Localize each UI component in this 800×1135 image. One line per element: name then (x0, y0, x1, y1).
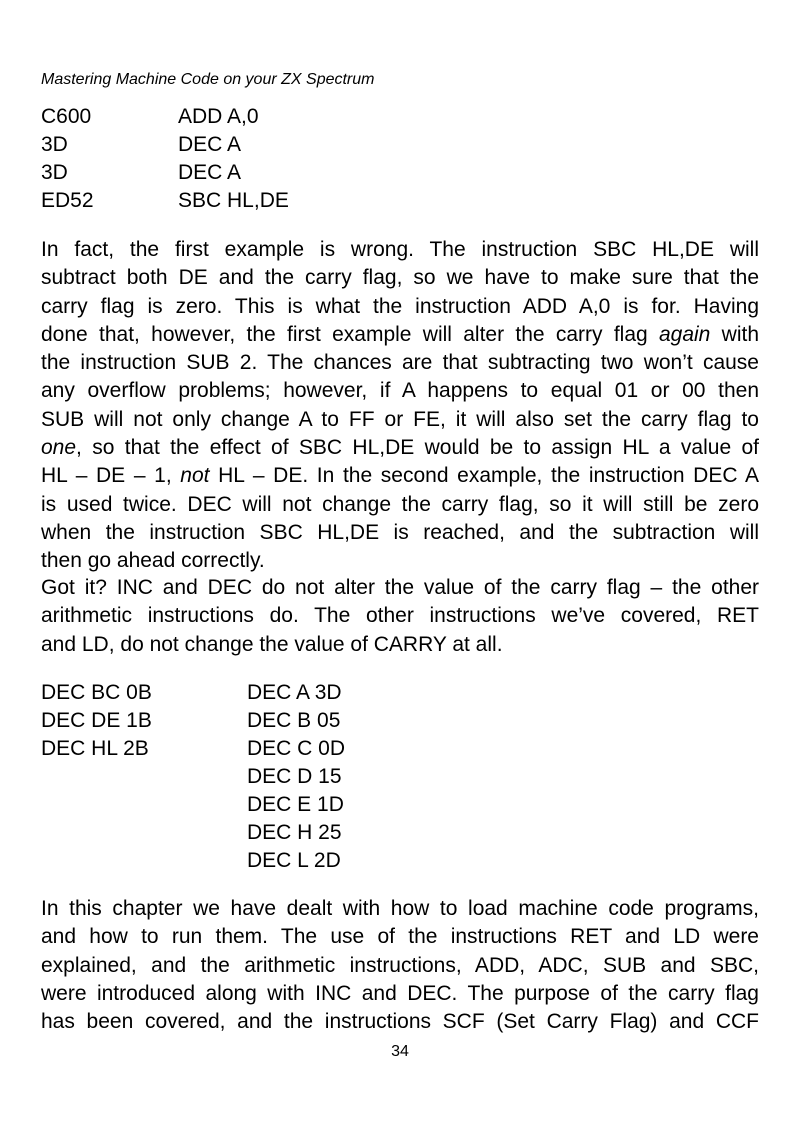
dec-table-row (41, 763, 345, 791)
code-instruction: DEC A (178, 133, 242, 156)
dec-pair-cell: DEC BC 0B (41, 681, 152, 704)
code-listing (41, 103, 289, 215)
text-line: and how to run them. The use of the instructions RET and LD were (41, 925, 759, 949)
text-line: carry flag is zero. This is what the instruction ADD A,0 is for. Having (41, 294, 759, 318)
text-line: and LD, do not change the value of CARRY at all. (41, 632, 503, 656)
text-run: HL – DE. In the second example, the instruction DEC A (209, 464, 759, 488)
dec-pair-cell (41, 847, 247, 875)
code-row (41, 159, 289, 187)
paragraph-inc-dec-note (41, 574, 759, 659)
text-line: In this chapter we have dealt with how to load machine code programs, (41, 897, 759, 920)
text-line: arithmetic instructions do. The other instructions we’ve covered, RET (41, 604, 759, 628)
dec-pair-cell (41, 791, 247, 819)
dec-register-cell: DEC D 15 (247, 765, 342, 788)
dec-pair-cell (41, 819, 247, 847)
dec-register-cell: DEC L 2D (247, 849, 341, 872)
dec-table-row (41, 679, 345, 707)
code-hex: C600 (41, 105, 92, 128)
dec-opcode-table (41, 679, 345, 875)
dec-register-cell: DEC B 05 (247, 709, 341, 732)
text-line: when the instruction SBC HL,DE is reached, and the subtraction will (41, 520, 759, 544)
dec-pair-cell: DEC HL 2B (41, 737, 149, 760)
text-run: done that, however, the first example will alter the carry flag (41, 322, 659, 346)
code-hex: 3D (41, 133, 68, 156)
code-instruction: ADD A,0 (178, 105, 259, 128)
dec-register-cell: DEC C 0D (247, 737, 346, 760)
running-header: Mastering Machine Code on your ZX Spectrum (41, 71, 375, 88)
text-line (41, 434, 759, 462)
page-number: 34 (391, 1043, 409, 1060)
dec-table-row (41, 707, 345, 735)
text-line: Got it? INC and DEC do not alter the value of the carry flag – the other (41, 576, 759, 599)
dec-register-cell: DEC A 3D (247, 681, 342, 704)
code-instruction: SBC HL,DE (178, 189, 289, 212)
code-instruction: DEC A (178, 161, 242, 184)
code-row (41, 103, 289, 131)
code-hex: 3D (41, 161, 68, 184)
dec-pair-cell (41, 763, 247, 791)
text-run: HL – DE – 1, (41, 464, 181, 488)
code-hex: ED52 (41, 189, 94, 212)
code-row (41, 187, 289, 215)
dec-register-cell: DEC E 1D (247, 793, 344, 816)
emphasis-text: not (180, 464, 210, 488)
dec-table-row (41, 847, 345, 875)
text-line: explained, and the arithmetic instructions, ADD, ADC, SUB and SBC, (41, 953, 759, 977)
dec-pair-cell: DEC DE 1B (41, 709, 152, 732)
dec-table-row (41, 791, 345, 819)
text-line (41, 462, 759, 490)
dec-table-row (41, 819, 345, 847)
text-line: the instruction SUB 2. The chances are that subtracting two won’t cause (41, 351, 759, 375)
text-run: with (710, 322, 759, 346)
text-line: is used twice. DEC will not change the carry flag, so it will still be zero (41, 492, 759, 516)
text-line: has been covered, and the instructions SCF (Set Carry Flag) and CCF (41, 1010, 759, 1034)
text-line: In fact, the first example is wrong. The instruction SBC HL,DE will (41, 238, 759, 261)
code-row (41, 131, 289, 159)
paragraph-chapter-summary (41, 895, 759, 1036)
text-run: , so that the effect of SBC HL,DE would be to assign HL a value of (76, 436, 759, 460)
text-line: were introduced along with INC and DEC. The purpose of the carry flag (41, 981, 759, 1005)
emphasis-text: again (658, 322, 711, 346)
text-line: SUB will not only change A to FF or FE, it will also set the carry flag to (41, 407, 759, 431)
text-line: then go ahead correctly. (41, 549, 265, 573)
dec-table-row (41, 735, 345, 763)
text-line (41, 321, 759, 349)
emphasis-text: one (41, 436, 77, 460)
dec-register-cell: DEC H 25 (247, 821, 342, 844)
text-line: subtract both DE and the carry flag, so we have to make sure that the (41, 266, 759, 290)
text-line: any overflow problems; however, if A happens to equal 01 or 00 then (41, 379, 759, 403)
paragraph-carry-flag-explanation (41, 236, 759, 576)
